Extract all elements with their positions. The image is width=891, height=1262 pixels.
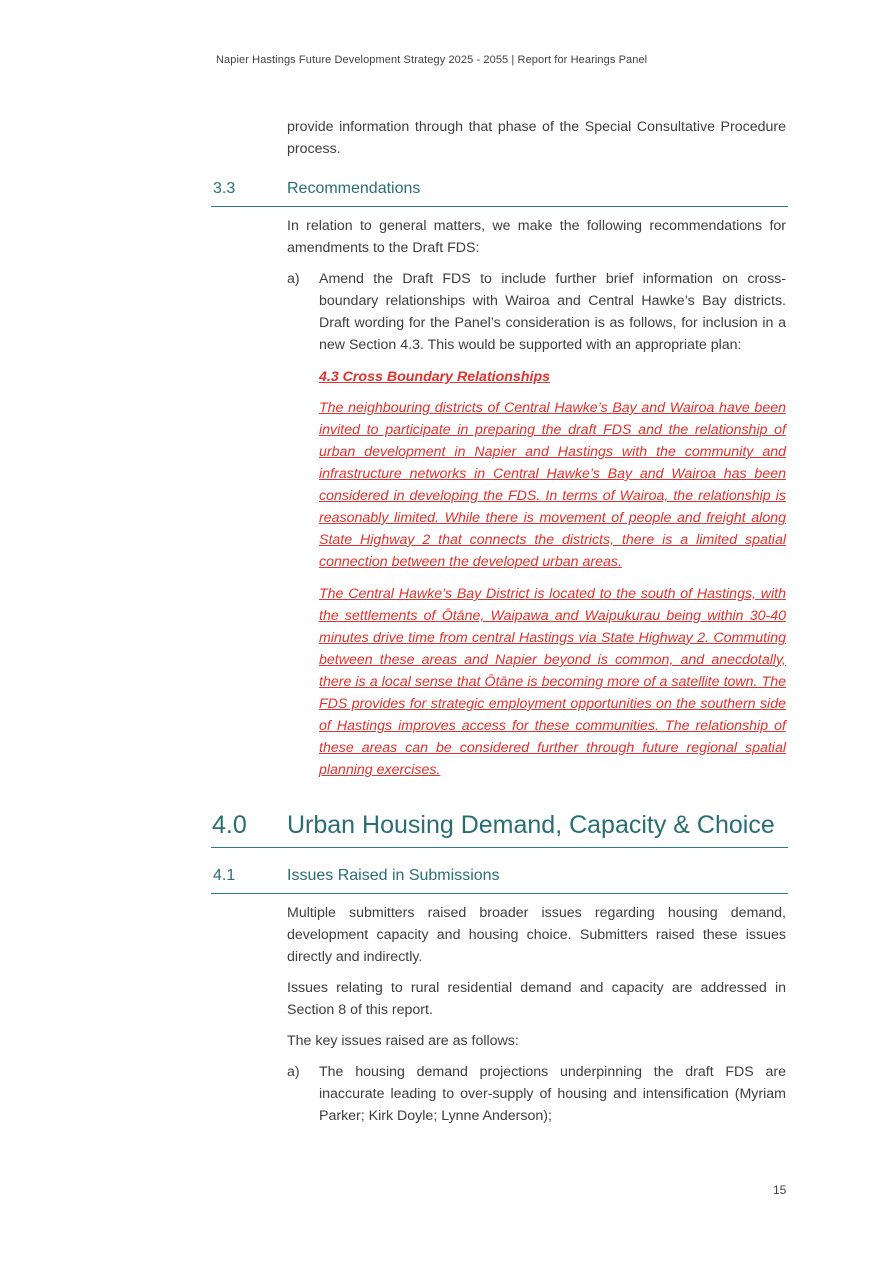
proposed-paragraph-text: The neighbouring districts of Central Hawke’s Bay and Wairoa have been invited to participate in preparing the draft FDS and the relationship of urban development in Napier and Hastings with the community and infrastructure networks in Central Hawke’s Bay and Wairoa has been considered in developing the FDS. In terms of Wairoa, the relationship is reasonably limited. While there is movement of people and freight along State Highway 2 that connects the districts, there is a limited spatial connection between the developed urban areas. (319, 400, 786, 570)
section-number: 3.3 (213, 180, 236, 197)
section-4-1-heading (211, 867, 788, 894)
running-header: Napier Hastings Future Development Strategy 2025 - 2055 | Report for Hearings Panel (216, 54, 648, 66)
section-number: 4.1 (213, 867, 236, 884)
proposed-paragraph-text: The Central Hawke’s Bay District is located to the south of Hastings, with the settlements of Ōtāne, Waipawa and Waipukurau being within 30-40 minutes drive time from central Hastings via State Highway 2. Commuting between these areas and Napier beyond is common, and anecdotally, there is a local sense that Ōtāne is becoming more of a satellite town. The FDS provides for strategic employment opportunities on the southern side of Hastings improves access for these communities. The relationship of these areas can be considered further through future regional spatial planning exercises. (319, 586, 786, 778)
recommendation-item-a (287, 268, 786, 356)
issues-paragraph-1: Multiple submitters raised broader issues regarding housing demand, development capacity and housing choice. Submitters raised these issues directly and indirectly. (287, 905, 786, 965)
list-item-text: Amend the Draft FDS to include further brief information on cross-boundary relationships with Wairoa and Central Hawke’s Bay districts. Draft wording for the Panel’s consideration is as follows, for inclusion in a new Section 4.3. This would be supported with an appropriate plan: (319, 271, 786, 353)
issue-item-a (287, 1061, 786, 1127)
proposed-paragraph-2 (287, 583, 786, 781)
section-title: Recommendations (287, 180, 421, 197)
proposed-heading-text: 4.3 Cross Boundary Relationships (319, 369, 550, 385)
proposed-section-heading (287, 366, 786, 388)
section-3-3-heading (211, 180, 788, 207)
section-title: Issues Raised in Submissions (287, 867, 500, 884)
proposed-paragraph-1 (287, 397, 786, 573)
section-4-0-heading (211, 811, 788, 848)
section-number: 4.0 (212, 811, 247, 839)
list-marker: a) (287, 271, 300, 287)
page-number: 15 (773, 1183, 787, 1197)
intro-continuation-paragraph: provide information through that phase of the Special Consultative Procedure process. (287, 119, 786, 157)
section-title: Urban Housing Demand, Capacity & Choice (287, 811, 775, 839)
recommendations-intro: In relation to general matters, we make the following recommendations for amendments to the Draft FDS: (287, 218, 786, 256)
issues-paragraph-3: The key issues raised are as follows: (287, 1033, 519, 1049)
list-marker: a) (287, 1064, 300, 1080)
list-item-text: The housing demand projections underpinning the draft FDS are inaccurate leading to over-supply of housing and intensification (Myriam Parker; Kirk Doyle; Lynne Anderson); (319, 1064, 786, 1124)
issues-paragraph-2: Issues relating to rural residential demand and capacity are addressed in Section 8 of this report. (287, 980, 786, 1018)
